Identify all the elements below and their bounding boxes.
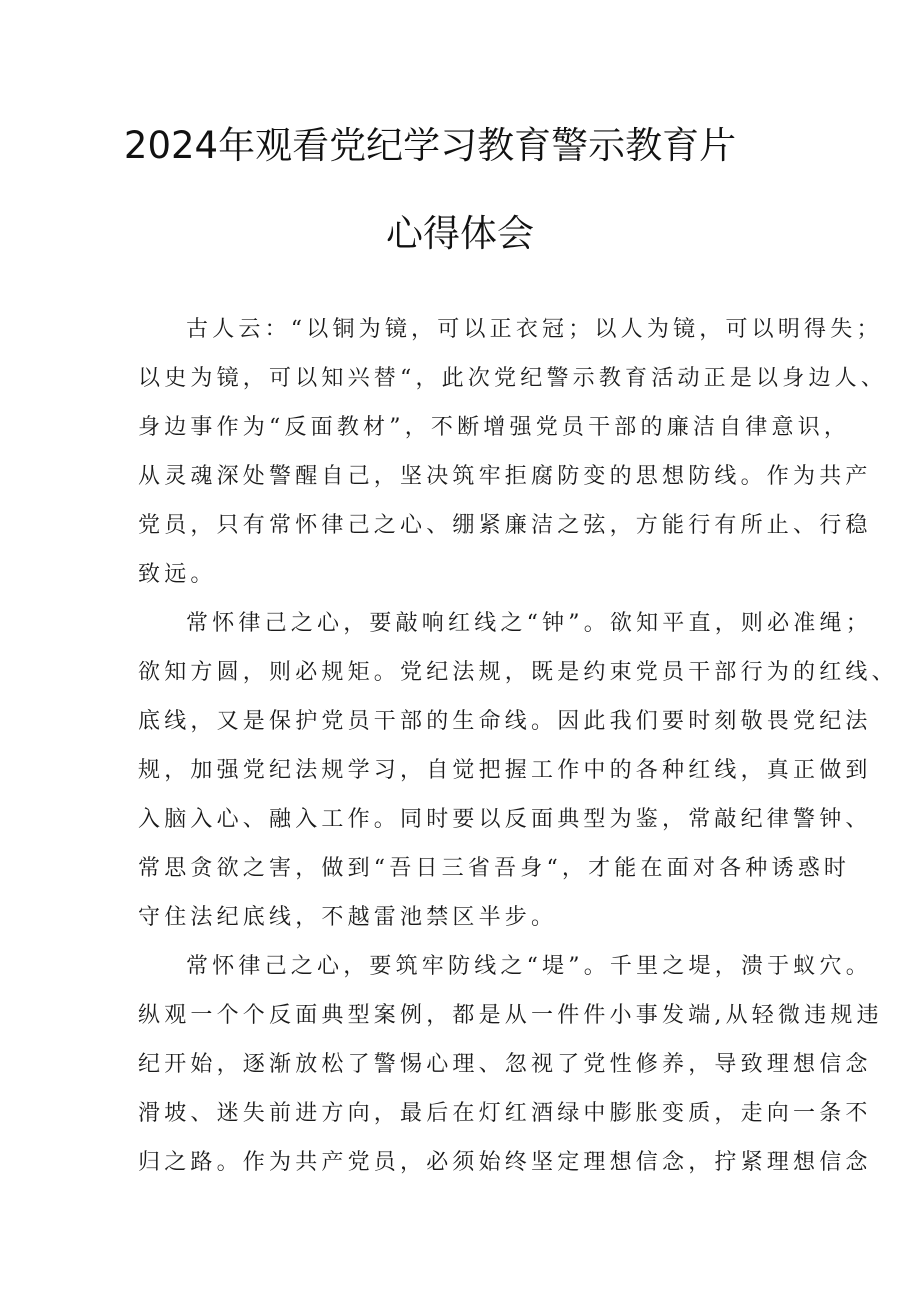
body-line-16: 纪开始，逐渐放松了警惕心理、忽视了党性修养，导致理想信念 — [138, 1052, 872, 1077]
body-line-14: 常怀律己之心，要筑牢防线之“堤”。千里之堤，溃于蚁穴。 — [186, 954, 872, 979]
body-line-7: 常怀律己之心，要敲响红线之“钟”。欲知平直，则必准绳； — [186, 611, 872, 636]
body-line-3: 身边事作为“反面教材”，不断增强党员干部的廉洁自律意识， — [138, 415, 851, 440]
body-line-2: 以史为镜，可以知兴替“，此次党纪警示教育活动正是以身边人、 — [138, 366, 888, 391]
body-line-11: 入脑入心、融入工作。同时要以反面典型为鉴，常敲纪律警钟、 — [138, 807, 872, 832]
body-line-12: 常思贪欲之害，做到“吾日三省吾身“，才能在面对各种诱惑时 — [138, 856, 851, 881]
body-line-5: 党员，只有常怀律己之心、绷紧廉洁之弦，方能行有所止、行稳 — [138, 513, 872, 538]
body-line-6: 致远。 — [138, 562, 217, 587]
body-line-4: 从灵魂深处警醒自己，坚决筑牢拒腐防变的思想防线。作为共产 — [138, 464, 872, 489]
document-title-line-2: 心得体会 — [386, 212, 534, 255]
body-line-8: 欲知方圆，则必规矩。党纪法规，既是约束党员干部行为的红线、 — [138, 660, 898, 685]
body-line-1: 古人云：“以铜为镜，可以正衣冠；以人为镜，可以明得失； — [186, 317, 883, 342]
body-line-13: 守住法纪底线，不越雷池禁区半步。 — [138, 905, 558, 930]
body-line-15: 纵观一个个反面典型案例，都是从一件件小事发端,从轻微违规违 — [138, 1003, 883, 1028]
body-line-18: 归之路。作为共产党员，必须始终坚定理想信念，拧紧理想信念 — [138, 1150, 872, 1175]
body-line-10: 规，加强党纪法规学习，自觉把握工作中的各种红线，真正做到 — [138, 758, 872, 783]
document-title-line-1: 2024年观看党纪学习教育警示教育片 — [123, 124, 737, 167]
body-line-9: 底线，又是保护党员干部的生命线。因此我们要时刻敬畏党纪法 — [138, 709, 872, 734]
body-line-17: 滑坡、迷失前进方向，最后在灯红酒绿中膨胀变质，走向一条不 — [138, 1101, 872, 1126]
